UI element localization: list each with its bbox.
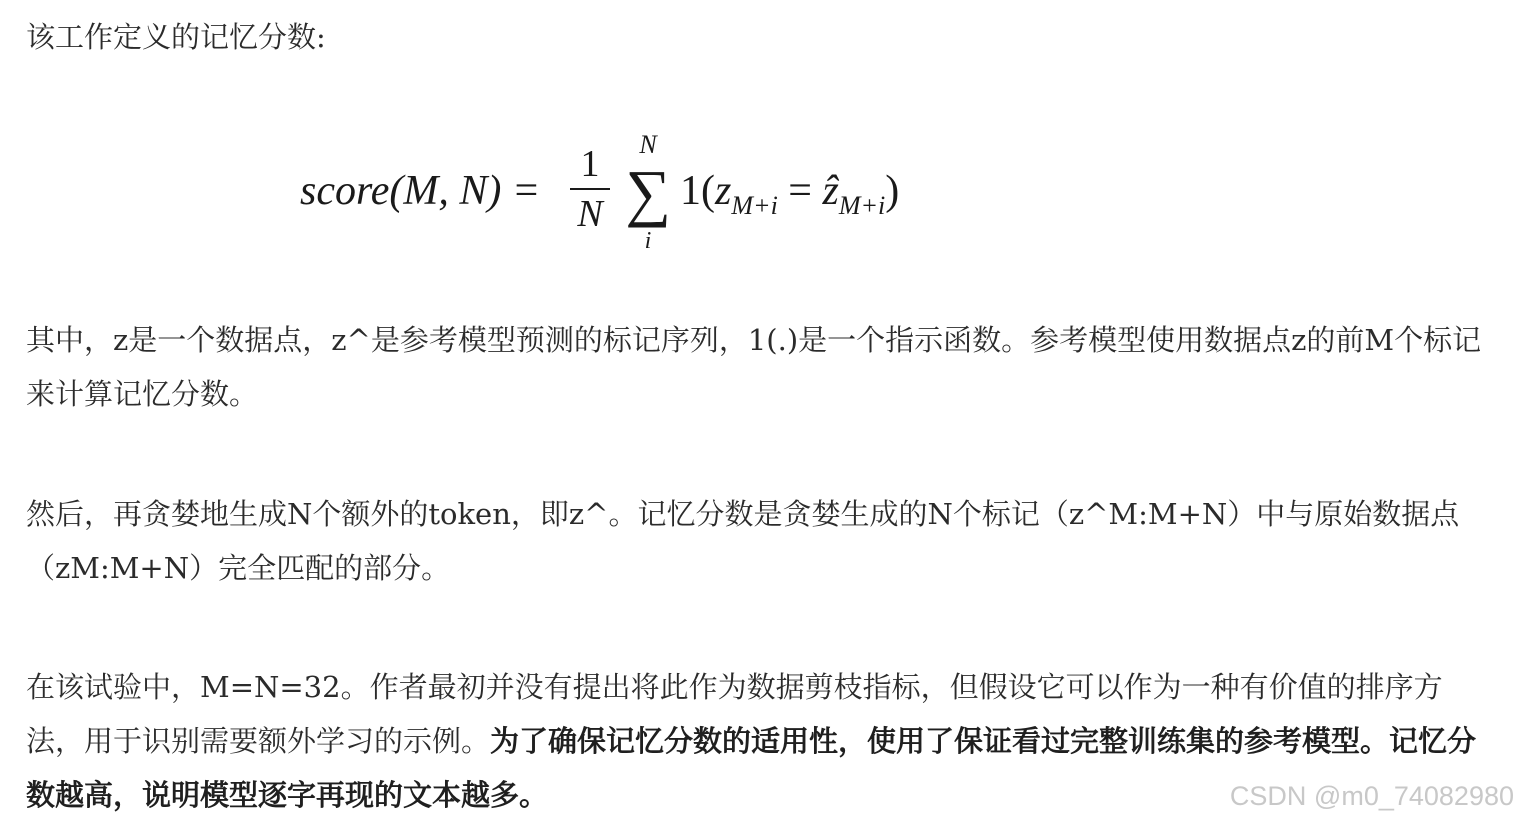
sum-symbol: ∑ — [625, 157, 671, 228]
paragraph-experiment-bold: 为了确保记忆分数的适用性，使用了保证看过完整训练集的参考模型。记忆分数越高，说明模型逐字再现的文本越多。 — [26, 724, 1477, 812]
summation — [620, 130, 676, 256]
indicator-close: ) — [885, 168, 900, 214]
fraction-numerator: 1 — [580, 143, 600, 185]
paragraph-experiment-normal: 在该试验中，M=N=32。作者最初并没有提出将此作为数据剪枝指标，但假设它可以作为一种有价值的排序方法，用于识别需要额外学习的示例。 — [26, 670, 1443, 758]
formula-lhs: score(M, N) = — [300, 168, 541, 214]
zhat-subscript: M+i — [838, 191, 886, 220]
intro-text: 该工作定义的记忆分数: — [26, 20, 326, 54]
z-subscript: M+i — [731, 191, 778, 220]
memorization-score-formula — [300, 130, 1000, 260]
fraction-bar — [570, 188, 610, 190]
zhat-symbol: ẑ — [822, 168, 839, 214]
csdn-watermark: CSDN @m0_74082980 — [1229, 781, 1514, 811]
z-symbol: z — [715, 168, 732, 214]
sum-lower-limit: i — [644, 228, 652, 254]
fraction-denominator: N — [577, 193, 603, 235]
paragraph-definitions: 其中，z是一个数据点，z^是参考模型预测的标记序列，1(.)是一个指示函数。参考模型使用数据点z的前M个标记来计算记忆分数。 — [26, 323, 1482, 411]
formula-fraction — [570, 142, 610, 236]
indicator-open: 1( — [680, 168, 715, 214]
sum-upper-limit: N — [639, 130, 657, 159]
paragraph-greedy-generation: 然后，再贪婪地生成N个额外的token，即z^。记忆分数是贪婪生成的N个标记（z^M:M+N）中与原始数据点（zM:M+N）完全匹配的部分。 — [26, 497, 1460, 585]
formula-equals: = — [777, 168, 823, 214]
formula-rhs — [680, 167, 899, 221]
